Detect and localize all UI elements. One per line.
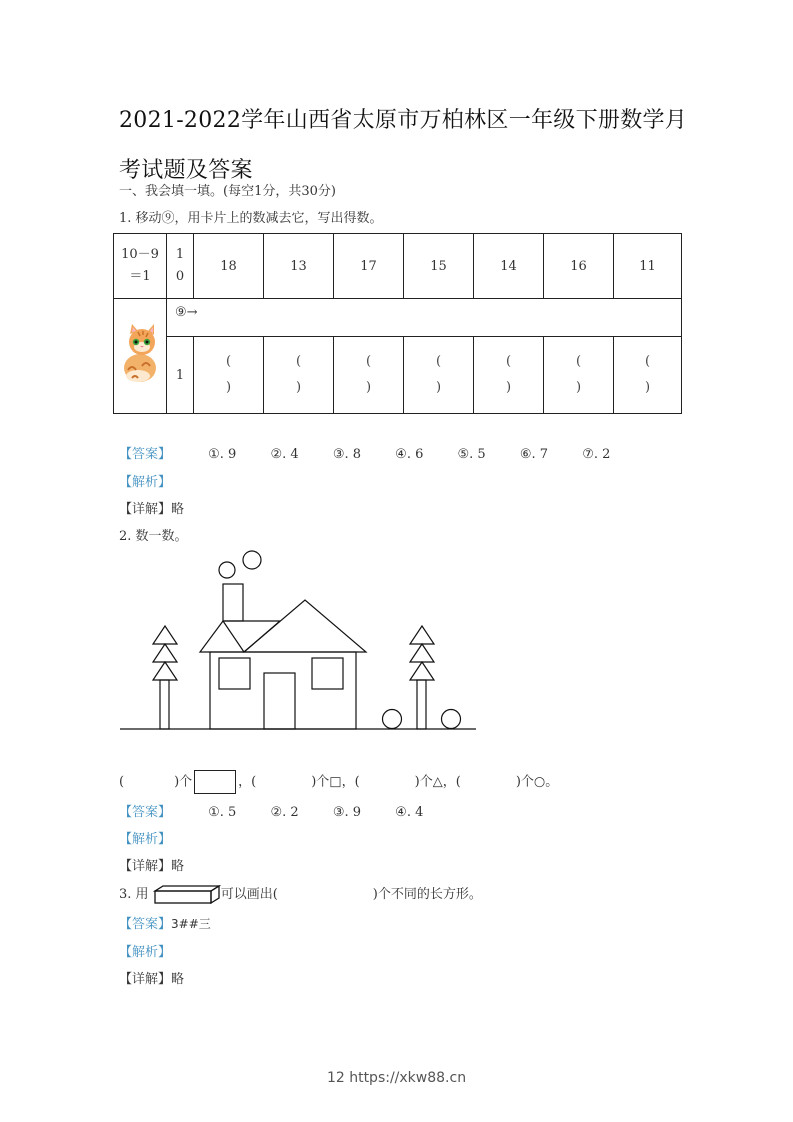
paren-close: ) <box>365 380 372 395</box>
answer-item: ⑦. 2 <box>582 447 611 462</box>
question-1-table <box>113 233 682 414</box>
example-line-2: ＝1 <box>129 269 151 284</box>
number-card: 15 <box>404 234 474 299</box>
cat-illustration-icon <box>118 322 162 386</box>
paren-open: ( <box>435 354 442 369</box>
detail-label: 【详解】 <box>119 972 172 987</box>
q3-answer-row <box>119 913 211 932</box>
number-card: 14 <box>474 234 544 299</box>
paren-open: ( <box>575 354 582 369</box>
paren-open: ( <box>365 354 372 369</box>
prompt-text: )个不同的长方形。 <box>372 887 482 902</box>
fill-text: )个 <box>174 774 193 790</box>
answer-blank[interactable] <box>544 337 614 414</box>
answer-item: ③. 9 <box>332 805 362 820</box>
answer-blank[interactable] <box>334 337 404 414</box>
q3-analysis-label: 【解析】 <box>119 945 172 960</box>
answer-item: ④. 6 <box>395 447 424 462</box>
q1-detail <box>119 498 184 517</box>
ten-cell <box>167 234 194 299</box>
answer-text: 3##三 <box>171 917 211 931</box>
paren-close: ) <box>505 380 512 395</box>
answer-label: 【答案】 <box>119 917 172 932</box>
answer-item: ②. 2 <box>270 805 299 820</box>
prompt-text: 可以画出( <box>220 887 278 902</box>
paren-close: ) <box>225 380 232 395</box>
mover-cell <box>167 299 682 337</box>
prompt-text: 3. 用 <box>119 887 149 902</box>
answer-item: ④. 4 <box>395 805 424 820</box>
page-footer: 12 https://xkw88.cn <box>326 1070 467 1086</box>
answer-blank[interactable] <box>474 337 544 414</box>
answer-item: ⑤. 5 <box>457 447 486 462</box>
detail-text: 略 <box>171 972 185 987</box>
question-1-prompt: 1. 移动⑨，用卡片上的数减去它，写出得数。 <box>119 211 383 226</box>
question-3-prompt <box>119 883 482 905</box>
answer-item: ①. 9 <box>208 447 237 462</box>
cuboid-icon <box>153 885 221 905</box>
number-card: 18 <box>194 234 264 299</box>
paren-open: ( <box>295 354 302 369</box>
answer-item: ②. 4 <box>270 447 299 462</box>
question-2-prompt: 2. 数一数。 <box>119 529 188 544</box>
detail-text: 略 <box>171 859 185 874</box>
fill-text: )个○。 <box>515 774 559 790</box>
answer-label: 【答案】 <box>119 447 172 462</box>
q2-analysis-label: 【解析】 <box>119 832 172 847</box>
q2-detail <box>119 855 184 874</box>
house-shapes-figure-icon <box>110 540 490 740</box>
paren-open: ( <box>644 354 651 369</box>
number-card: 17 <box>334 234 404 299</box>
paren-close: ) <box>644 380 651 395</box>
answer-item: ⑥. 7 <box>519 447 549 462</box>
page-title: 2021-2022学年山西省太原市万柏林区一年级下册数学月考试题及答案 <box>119 108 688 183</box>
answer-blank[interactable] <box>194 337 264 414</box>
answer-item: ①. 5 <box>208 805 237 820</box>
q3-detail <box>119 968 184 987</box>
number-card: 11 <box>614 234 682 299</box>
paren-close: ) <box>435 380 442 395</box>
paren-open: ( <box>119 774 125 790</box>
answer-blank[interactable] <box>404 337 474 414</box>
paren-open: ( <box>225 354 232 369</box>
q2-fill-line <box>119 770 558 794</box>
rectangle-shape-icon <box>194 770 236 794</box>
answer-blank[interactable] <box>614 337 682 414</box>
fill-text: )个□，( <box>311 774 360 790</box>
fill-text: ，( <box>238 774 257 790</box>
detail-text: 略 <box>171 502 185 517</box>
example-line-1: 10－9 <box>121 247 159 262</box>
ten-digit-2: 0 <box>175 269 185 284</box>
q2-answer-row <box>119 801 453 820</box>
answer-item: ③. 8 <box>332 447 362 462</box>
q1-answer-row <box>119 443 640 462</box>
answer-label: 【答案】 <box>119 805 172 820</box>
first-result: 1 <box>167 337 194 414</box>
cat-image-cell <box>114 299 167 414</box>
paren-close: ) <box>575 380 582 395</box>
example-cell <box>114 234 167 299</box>
number-card: 16 <box>544 234 614 299</box>
paren-close: ) <box>295 380 302 395</box>
answer-blank[interactable] <box>264 337 334 414</box>
detail-label: 【详解】 <box>119 859 172 874</box>
fill-text: )个△，( <box>414 774 461 790</box>
section-heading: 一、我会填一填。(每空1分，共30分) <box>119 184 336 199</box>
detail-label: 【详解】 <box>119 502 172 517</box>
paren-open: ( <box>505 354 512 369</box>
number-card: 13 <box>264 234 334 299</box>
ten-digit-1: 1 <box>175 247 185 262</box>
mover-label: ⑨→ <box>175 305 198 320</box>
q1-analysis-label: 【解析】 <box>119 475 172 490</box>
